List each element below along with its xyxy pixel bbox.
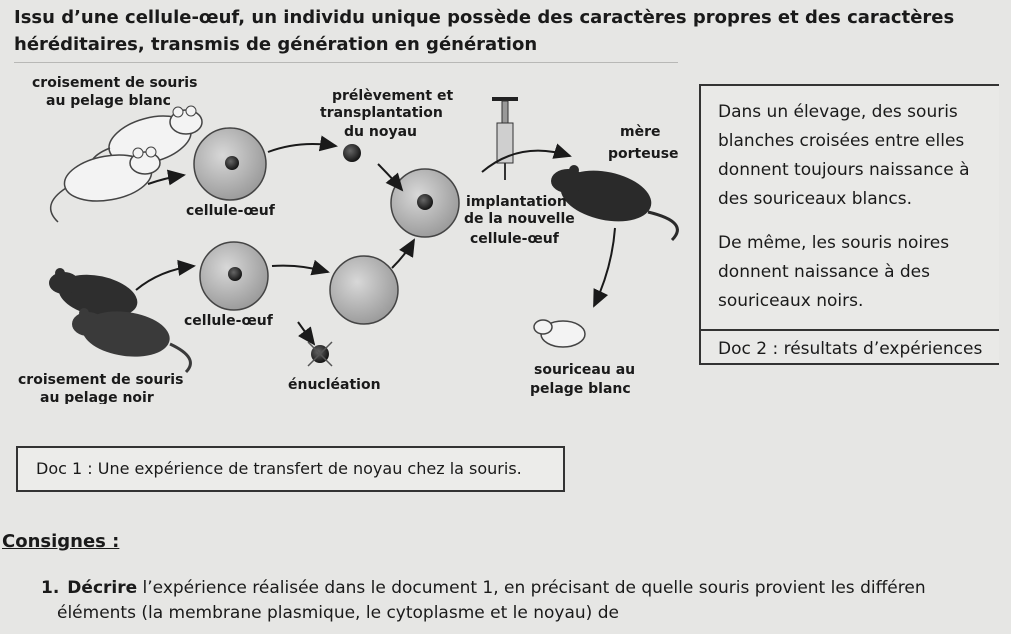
label-cross-black-2: au pelage noir <box>40 390 154 404</box>
doc2-para2-line3: souriceaux noirs. <box>718 291 864 311</box>
consignes-title: Consignes : <box>2 531 120 552</box>
label-mother-2: porteuse <box>608 146 679 162</box>
label-cell-egg-white: cellule-œuf <box>186 203 275 219</box>
label-implant-1: implantation <box>466 194 567 210</box>
black-mice-icon <box>49 268 190 372</box>
doc2-para1-line3: donnent toujours naissance à <box>718 160 970 180</box>
doc2-para1-line2: blanches croisées entre elles <box>718 131 965 151</box>
label-cross-white-2: au pelage blanc <box>46 93 171 109</box>
label-transplant-3: du noyau <box>344 124 417 140</box>
removed-nucleus-icon <box>308 342 332 366</box>
label-pup-2: pelage blanc <box>530 381 631 397</box>
label-implant-2: de la nouvelle <box>464 211 575 227</box>
intro-text: Issu d’une cellule-œuf, un individu unique possède des caractères propres et des caractères héréditaires, transmis de génération en génération <box>14 7 955 55</box>
label-cross-black-1: croisement de souris <box>18 372 184 388</box>
label-transplant-1: prélèvement et <box>332 88 454 104</box>
doc2-para1-line4: des souriceaux blancs. <box>718 189 913 209</box>
question-1-text: l’expérience réalisée dans le document 1, en précisant de quelle souris provient les différen <box>137 578 926 598</box>
doc2-box <box>699 84 999 365</box>
label-cross-white-1: croisement de souris <box>32 75 198 91</box>
white-pup-icon <box>534 320 585 347</box>
header-divider <box>14 62 678 63</box>
egg-cell-black-icon <box>200 242 268 310</box>
doc2-para2-line1: De même, les souris noires <box>718 233 950 253</box>
label-implant-3: cellule-œuf <box>470 231 559 247</box>
doc2-caption: Doc 2 : résultats d’expériences <box>718 339 983 359</box>
question-1-number: 1. <box>41 578 60 598</box>
doc2-para2-line2: donnent naissance à des <box>718 262 931 282</box>
label-mother-1: mère <box>620 124 661 140</box>
question-1-verb: Décrire <box>67 578 138 598</box>
doc2-divider <box>701 329 999 331</box>
doc2-para1-line1: Dans un élevage, des souris <box>718 102 958 122</box>
doc1-caption: Doc 1 : Une expérience de transfert de noyau chez la souris. <box>16 446 565 492</box>
egg-cell-white-icon <box>194 128 266 200</box>
label-transplant-2: transplantation <box>320 105 443 121</box>
nuclear-transfer-diagram <box>0 64 700 404</box>
question-1 <box>41 576 1011 626</box>
question-1-cut-line: éléments (la membrane plasmique, le cytoplasme et le noyau) de <box>57 603 619 623</box>
syringe-icon <box>492 97 518 180</box>
new-egg-cell-icon <box>391 169 459 237</box>
label-cell-egg-black: cellule-œuf <box>184 313 273 329</box>
white-mice-icon <box>51 106 202 222</box>
label-enucleation: énucléation <box>288 377 381 393</box>
transferred-nucleus-icon <box>343 144 361 162</box>
label-pup-1: souriceau au <box>534 362 636 378</box>
enucleated-cell-icon <box>330 256 398 324</box>
